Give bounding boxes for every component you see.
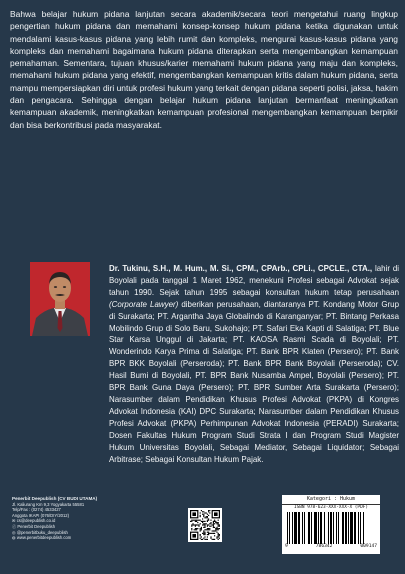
publisher-email: cs@deepublish.co.id <box>16 518 56 524</box>
category-label: Kategori : Hukum <box>282 495 380 505</box>
synopsis-paragraph: Bahwa belajar hukum pidana lanjutan secara akademik/secara teori mengetahui ruang lingkup pengertian hukum pidana dan memahami konsep-konsep hukum pidana ketika digunakan untuk mendalami kasus-kasus pidana yang lebih rumit dan kompleks, mengurai kasus-kasus pidana yang kompleks dan memahami bagaimana hukum pidana diterapkan serta mengembangkan kemampuan pemahaman. Sementara, tujuan khusus/karier memahami hukum pidana yang maju dan kompleks, memahami hukum pidana yang efektif, mengembangkan kemampuan kritis dalam hukum pidana, serta mampu mempersiapkan diri untuk profesi hukum yang terkait dengan pidana seperti polisi, jaksa, hakim dan pengacara. Sehingga dengan belajar hukum pidana lanjutan bermanfaat meningkatkan kemampuan akademik, meningkatkan kemampuan profesional mengembangkan kemampuan berpikir dan bisa berkontribusi pada masyarakat. <box>10 9 398 130</box>
author-bio-part-1: lahir di Boyolali pada tanggal 1 Maret 1962, menekuni Profesi sebagai Advokat sejak tahun 1990. Sejak tahun 1995 sebagai konsultan hukum tetap perusahaan <box>109 264 400 297</box>
publisher-facebook: Penerbit Deepublish <box>17 523 56 529</box>
barcode-digits-right: 009147 <box>360 544 377 549</box>
barcode-digits-left: 786342 <box>315 544 333 549</box>
publisher-name: Penerbit Deepublish (CV BUDI UTAMA) <box>12 496 98 501</box>
facebook-icon: ⓕ <box>12 523 18 529</box>
barcode-digits <box>285 544 377 549</box>
publisher-info <box>12 496 162 541</box>
author-photo <box>30 262 90 336</box>
barcode-icon <box>287 512 375 544</box>
author-name: Dr. Tukinu, S.H., M. Hum., M. Si., CPM., CPArb., CPLi., CPCLE., CTA., <box>109 264 373 273</box>
barcode-digit-prefix: 9 <box>285 544 288 549</box>
publisher-phone: Telp/Fax : (0274) 4533427 <box>12 507 61 513</box>
publisher-ikapi: Anggota IKAPI (076/DIY/2012) <box>12 512 70 518</box>
isbn-label: ISBN 978-623-XXX-XXX-X (PDF) <box>293 505 368 510</box>
qr-code-icon <box>190 510 220 540</box>
publisher-website: www.penerbitdeepublish.com <box>16 535 72 541</box>
publisher-address: Jl. Kaliurang Km 9,3 Yogyakarta 55581 <box>12 501 85 507</box>
email-icon: ✉ <box>12 518 17 524</box>
globe-icon: ◍ <box>12 535 17 541</box>
instagram-icon: ◎ <box>12 529 17 535</box>
author-bio-part-2: diberikan perusahaan, diantaranya PT. Kondang Motor Grup di Surakarta; PT. Argantha Jaya Globalindo di Karanganyar; PT. Bintang Perkasa Mobilindo Grup di Solo Baru, Sukohajo; PT. Safari Eka Kapti di Salatiga; PT. Blue Star Karsa Unggul di Jakarta; PT. KAOSA Rasmi Scada di Boyolali; PT. Wonderindo Karya Prima di Salatiga; PT. Bank BPR Klaten (Persero); PT. Bank BPR BKK Boyolali (Perseroda); PT. Bank BPR Bank Boyolali (Perseroda); CV. Hasil Bumi di Boyolali, PT. BPR Bank Nusamba Ampel, Boyolali (Persero); PT. BPR Bank Guna Daya (Persero); PT. BPR Sumber Arta Surakarta (Persero); Narasumber dalam Pendidikan Khusus Profesi Advokat (PKPA) di Kongres Advokat Indonesia (KAI) DPC Surakarta; Narasumber dalam Pendidikan Khusus Profesi Advokat (PKPA) Perhimpunan Advokat Indonesia (PERADI) Surakarta; Dosen Fakultas Hukum Program Studi Strata I dan Program Studi Magister Hukum Universitas Boyolali, Sebagai Mediator, Sebagai Liquidator; Sebagai Arbitrase; Sebagai Konsultan Hukum Pajak. <box>109 299 399 464</box>
author-bio <box>109 263 399 465</box>
publisher-instagram: @penerbitbuku_deepublish <box>16 529 68 535</box>
isbn-barcode-panel <box>282 495 380 554</box>
qr-code <box>188 508 222 542</box>
author-bio-italic: (Corporate Lawyer) <box>109 299 179 309</box>
